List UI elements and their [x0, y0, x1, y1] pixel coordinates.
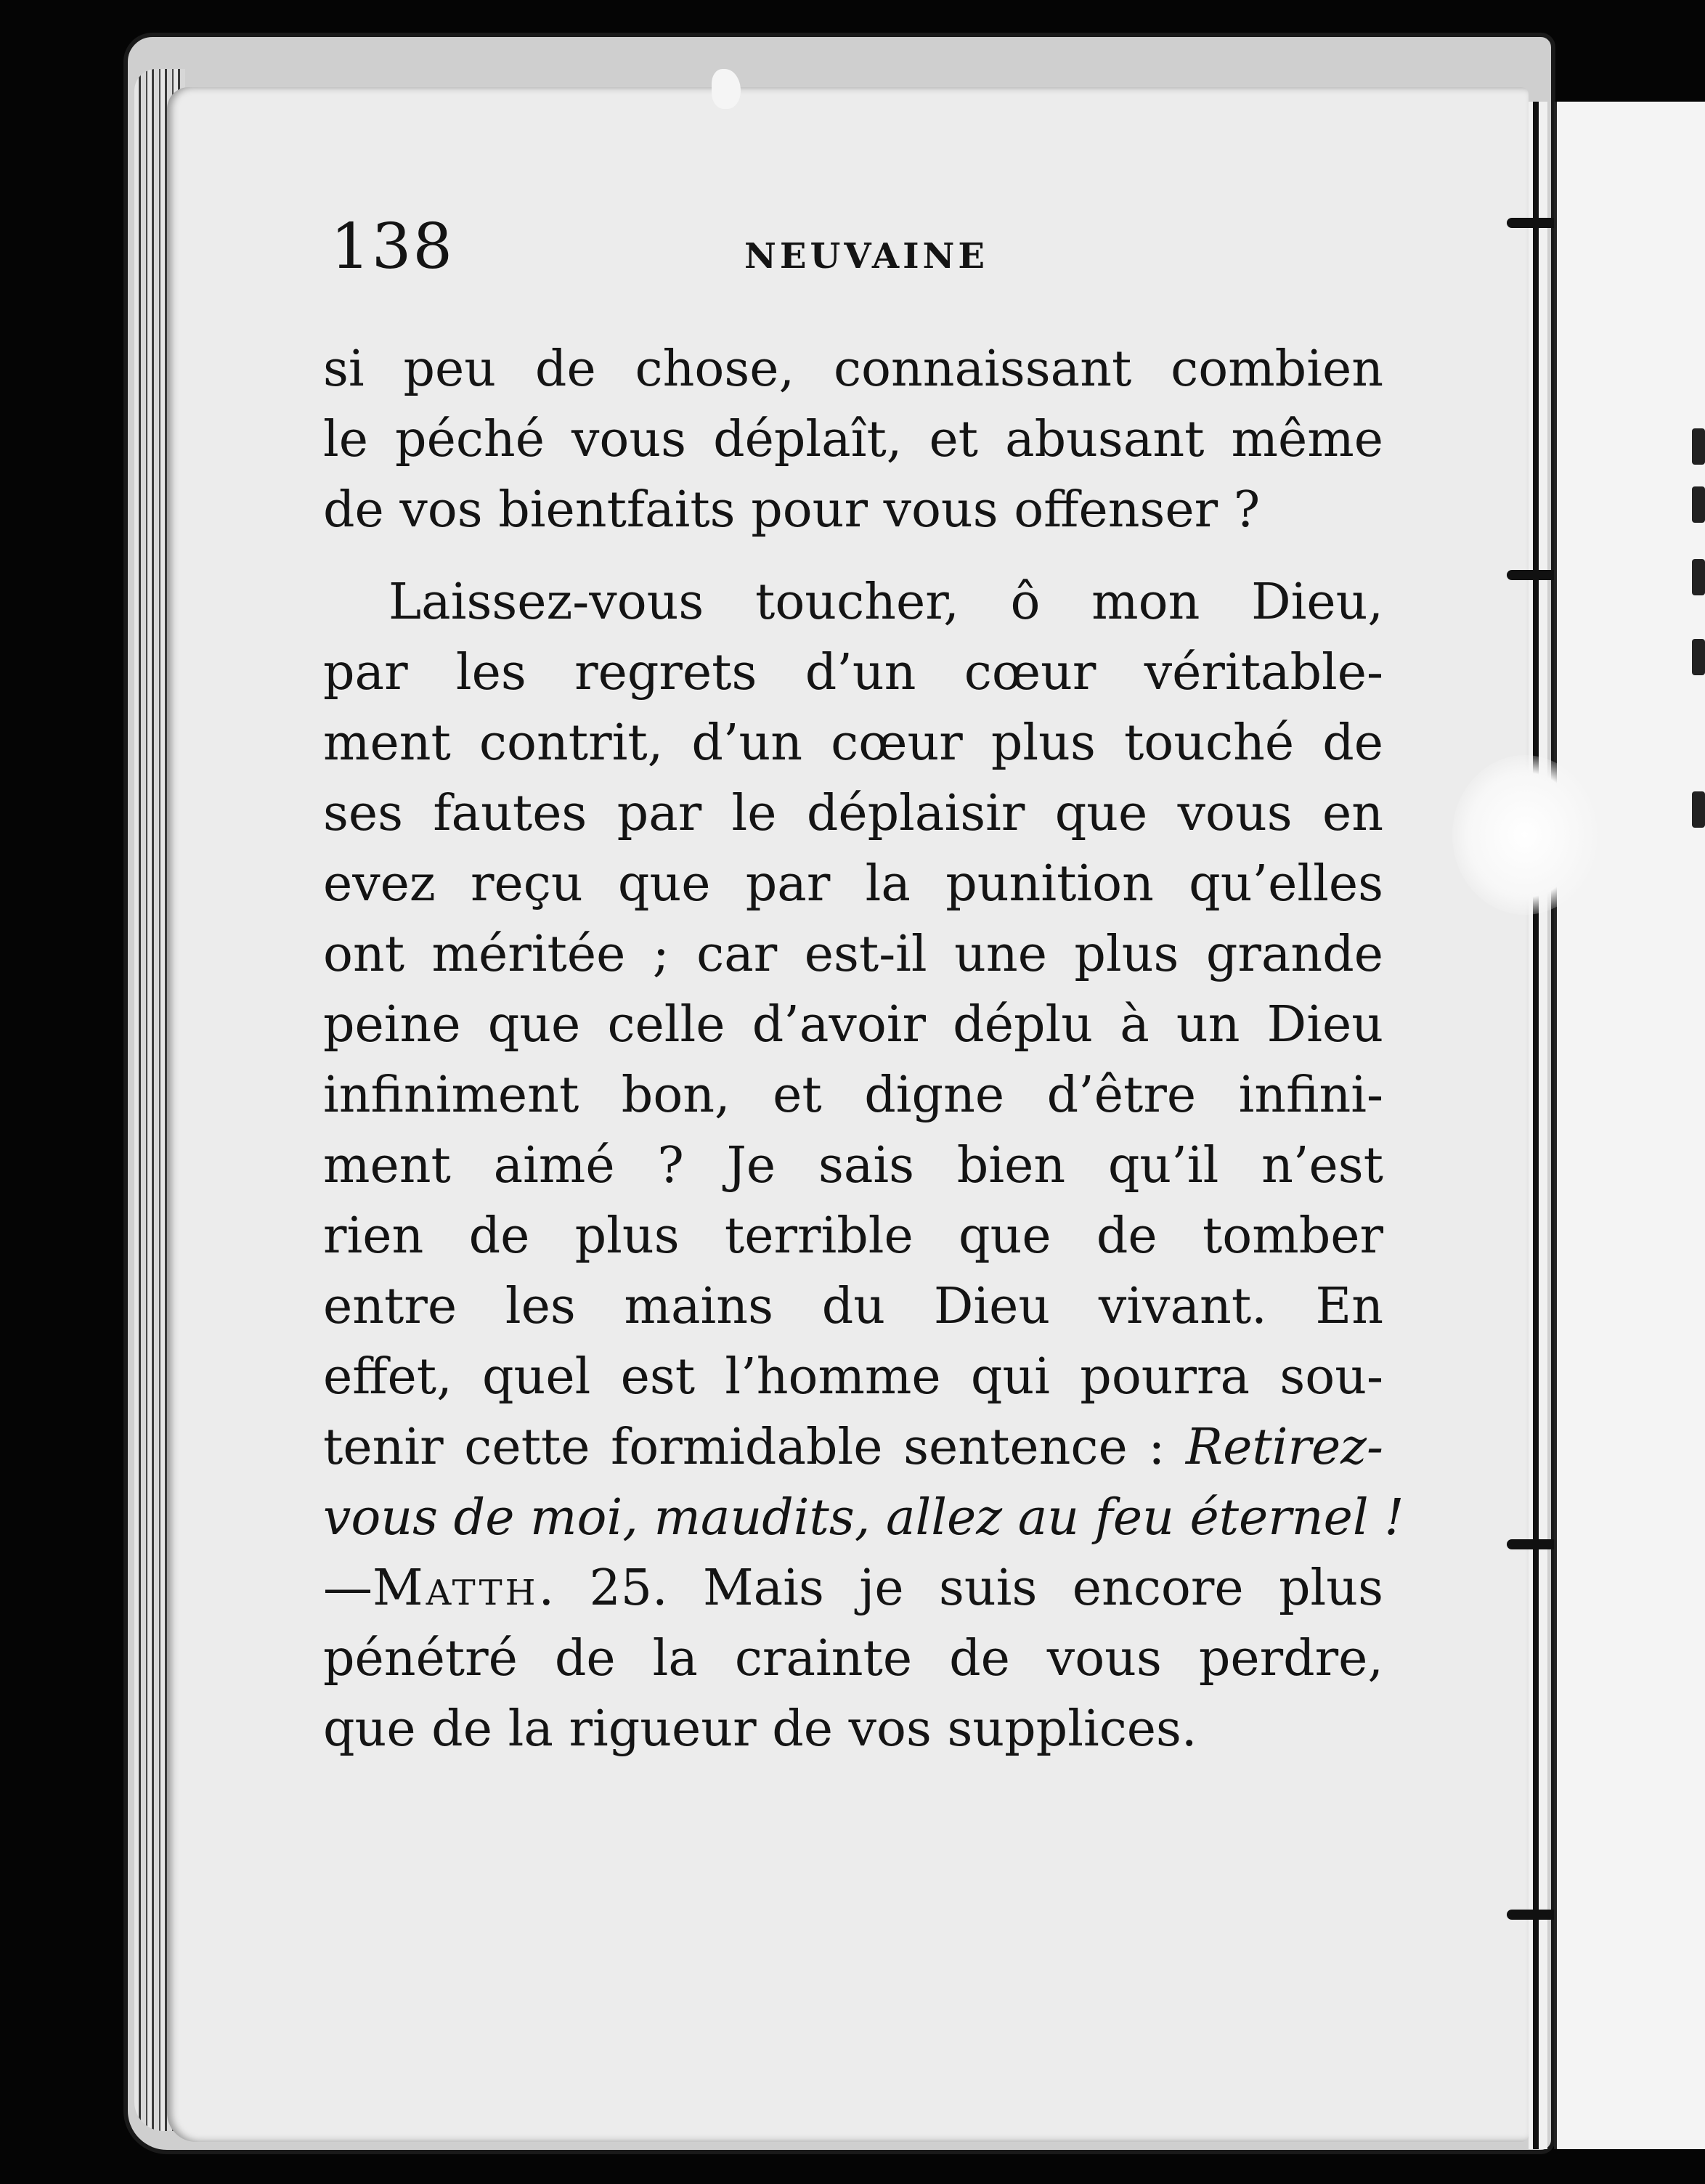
facing-page-glyph	[1692, 486, 1705, 523]
page-number: 138	[330, 211, 455, 283]
text-line: evez reçu que par la punition qu’elles	[323, 855, 1383, 913]
body-text	[323, 334, 1404, 1764]
text-line: ses fautes par le déplaisir que vous en	[323, 785, 1383, 842]
scripture-quote-italic: Retirez-	[1185, 1419, 1383, 1476]
text-line: si peu de chose, connaissant combien	[323, 341, 1383, 398]
text-line: effet, quel est l’homme qui pourra sou-	[323, 1348, 1383, 1406]
paper-stain	[1452, 755, 1598, 915]
scripture-quote-italic: vous de moi, maudits, allez au feu éternel !	[323, 1489, 1404, 1547]
page-header	[330, 211, 1420, 298]
text-line: ment contrit, d’un cœur plus touché de	[323, 714, 1383, 772]
facing-page-glyph	[1692, 559, 1705, 595]
text-line: de vos bientfaits pour vous offenser ?	[323, 481, 1261, 539]
text-line: pénétré de la crainte de vous perdre,	[323, 1630, 1383, 1687]
text-roman: . 25. Mais je suis encore plus	[538, 1560, 1383, 1617]
binding-gutter	[1529, 102, 1547, 2149]
text-line	[323, 1553, 1383, 1623]
facing-page-glyph	[1692, 639, 1705, 675]
text-line: infiniment bon, et digne d’être infini-	[323, 1067, 1383, 1124]
text-line: le péché vous déplaît, et abusant même	[323, 411, 1383, 468]
text-roman: tenir cette formidable sentence :	[323, 1419, 1186, 1476]
text-line: peine que celle d’avoir déplu à un Dieu	[323, 996, 1383, 1054]
text-line: par les regrets d’un cœur véritable-	[323, 644, 1383, 701]
text-line	[323, 1412, 1383, 1483]
running-title: NEUVAINE	[744, 236, 988, 277]
text-line: entre les mains du Dieu vivant. En	[323, 1278, 1383, 1335]
text-line: Laissez-vous toucher, ô mon Dieu,	[388, 574, 1383, 631]
text-line: ment aimé ? Je sais bien qu’il n’est	[323, 1137, 1383, 1194]
facing-page-edge	[1554, 102, 1705, 2149]
facing-page-glyph	[1692, 428, 1705, 465]
text-line: rien de plus terrible que de tomber	[323, 1207, 1383, 1265]
facing-page-glyph	[1692, 791, 1705, 828]
text-line: ont méritée ; car est-il une plus grande	[323, 926, 1383, 983]
scripture-reference: Matth	[373, 1560, 539, 1617]
em-dash: —	[323, 1560, 373, 1617]
text-line: que de la rigueur de vos supplices.	[323, 1700, 1197, 1758]
